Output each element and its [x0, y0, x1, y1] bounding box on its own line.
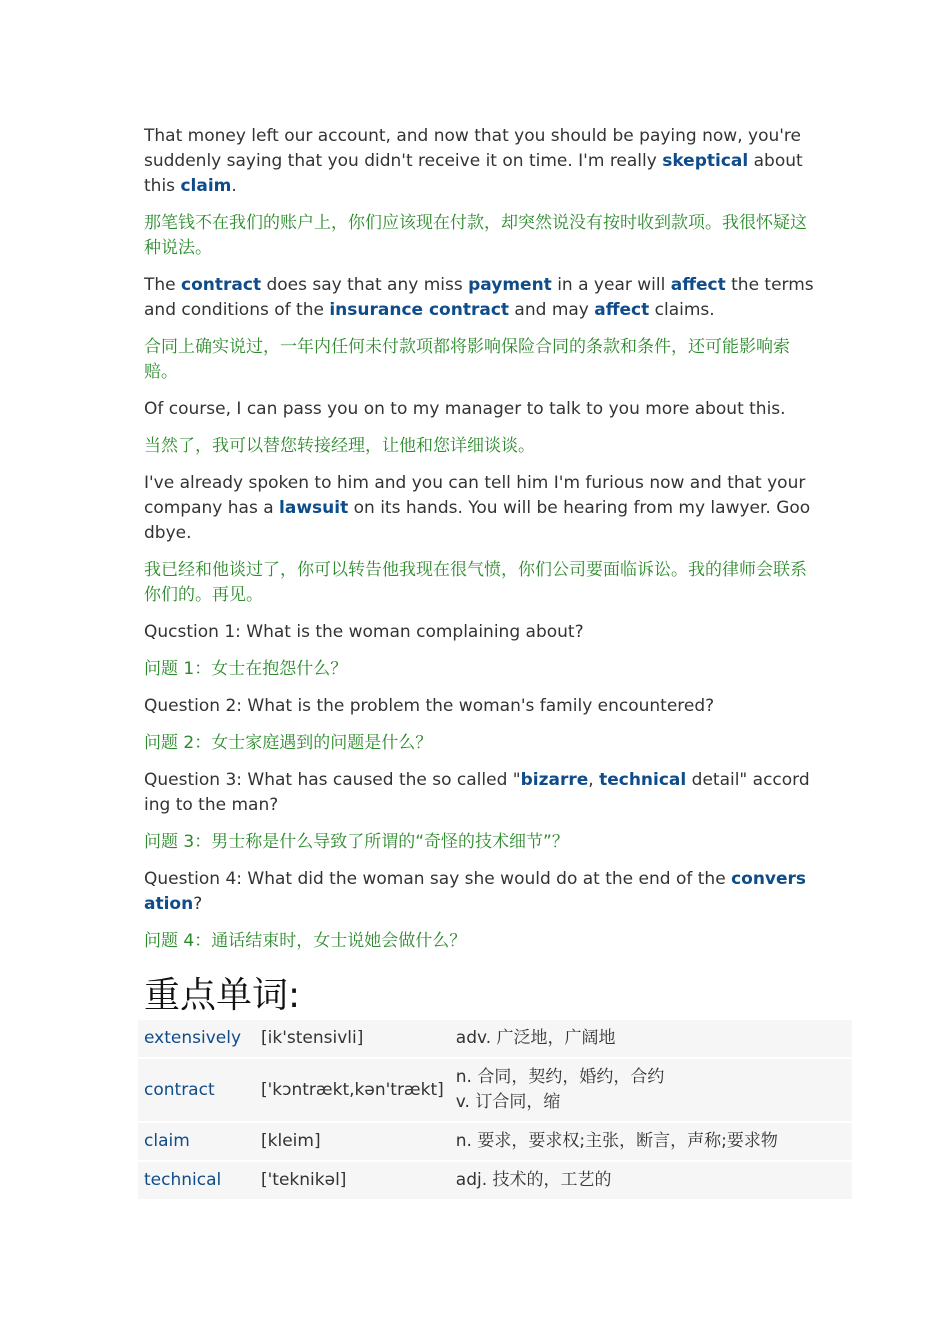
text-run: Question 3: What has caused the so called " — [144, 770, 521, 790]
chinese-translation — [144, 558, 814, 608]
text-run: 问题 3：男士称是什么导致了所谓的“奇怪的技术细节”？ — [144, 832, 569, 852]
vocab-word[interactable]: technical — [138, 1161, 255, 1200]
keyword-link[interactable]: insurance contract — [329, 300, 510, 320]
vocab-phonetic: [ik'stensivli] — [255, 1020, 450, 1058]
english-paragraph — [144, 124, 814, 199]
chinese-translation — [144, 657, 814, 682]
meaning-line: adj. 技术的，工艺的 — [455, 1170, 612, 1190]
chinese-translation — [144, 929, 814, 954]
chinese-translation — [144, 731, 814, 756]
meaning-line: n. 要求，要求权;主张，断言，声称;要求物 — [455, 1131, 778, 1151]
vocab-heading: 重点单词: — [144, 975, 301, 1016]
keyword-link[interactable]: conversation — [144, 869, 807, 914]
text-run: I've already spoken to him and you can tell him I'm furious now and that your company has a — [144, 473, 806, 518]
vocab-meaning — [450, 1020, 852, 1058]
vocab-table — [138, 1020, 852, 1201]
vocab-phonetic: ['teknikəl] — [255, 1161, 450, 1200]
text-run: Qucstion 1: What is the woman complaining about? — [144, 622, 584, 642]
text-run: 问题 2：女士家庭遇到的问题是什么？ — [144, 733, 433, 753]
text-run: That money left our account, and now that you should be paying now, you're suddenly saying that you didn't receive it on time. I'm really — [144, 126, 801, 171]
meaning-line: n. 合同，契约，婚约，合约 — [455, 1067, 665, 1087]
text-run: 那笔钱不在我们的账户上，你们应该现在付款，却突然说没有按时收到款项。我很怀疑这种说法。 — [144, 213, 807, 258]
keyword-link[interactable]: contract — [181, 275, 262, 295]
text-run: 问题 1：女士在抱怨什么？ — [144, 659, 348, 679]
chinese-translation — [144, 434, 814, 459]
vocab-phonetic: [kleim] — [255, 1122, 450, 1161]
keyword-link[interactable]: claim — [180, 176, 232, 196]
vocab-phonetic: ['kɔntrækt,kən'trækt] — [255, 1058, 450, 1122]
text-run: about this — [144, 151, 803, 196]
english-paragraph — [144, 397, 814, 422]
vocab-row — [138, 1020, 852, 1058]
vocab-word[interactable]: claim — [138, 1122, 255, 1161]
text-run: does say that any miss — [261, 275, 469, 295]
text-run: 问题 4：通话结束时，女士说她会做什么？ — [144, 931, 467, 951]
chinese-translation — [144, 211, 814, 261]
vocab-row — [138, 1161, 852, 1200]
keyword-link[interactable]: technical — [599, 770, 687, 790]
vocab-word[interactable]: contract — [138, 1058, 255, 1122]
text-run: Of course, I can pass you on to my manager to talk to you more about this. — [144, 399, 786, 419]
text-run: the terms and conditions of the — [144, 275, 814, 320]
text-run: ? — [193, 894, 203, 914]
text-run: claims. — [649, 300, 715, 320]
english-paragraph — [144, 273, 814, 323]
keyword-link[interactable]: lawsuit — [279, 498, 349, 518]
english-paragraph — [144, 471, 814, 546]
keyword-link[interactable]: bizarre — [520, 770, 589, 790]
english-paragraph — [144, 768, 814, 818]
text-run: and may — [509, 300, 595, 320]
vocab-meaning — [450, 1161, 852, 1200]
keyword-link[interactable]: skeptical — [662, 151, 749, 171]
text-run: , — [588, 770, 600, 790]
text-run: detail" according to the man? — [144, 770, 810, 815]
text-run: The — [144, 275, 182, 295]
text-run: on its hands. You will be hearing from my lawyer. Goodbye. — [144, 498, 811, 543]
english-paragraph — [144, 694, 814, 719]
text-run: . — [231, 176, 237, 196]
text-run: in a year will — [551, 275, 671, 295]
keyword-link[interactable]: affect — [594, 300, 650, 320]
keyword-link[interactable]: payment — [468, 275, 552, 295]
vocab-word[interactable]: extensively — [138, 1020, 255, 1058]
text-run: 当然了，我可以替您转接经理，让他和您详细谈谈。 — [144, 436, 535, 456]
english-paragraph — [144, 620, 814, 645]
vocab-row — [138, 1058, 852, 1122]
text-run: 合同上确实说过，一年内任何未付款项都将影响保险合同的条款和条件，还可能影响索赔。 — [144, 337, 790, 382]
chinese-translation — [144, 335, 814, 385]
dialogue-transcript — [144, 124, 814, 966]
text-run: Question 2: What is the problem the woman's family encountered? — [144, 696, 715, 716]
vocab-meaning — [450, 1058, 852, 1122]
meaning-line: v. 订合同，缩 — [455, 1092, 561, 1112]
vocab-row — [138, 1122, 852, 1161]
english-paragraph — [144, 867, 814, 917]
text-run: Question 4: What did the woman say she would do at the end of the — [144, 869, 732, 889]
chinese-translation — [144, 830, 814, 855]
text-run: 我已经和他谈过了，你可以转告他我现在很气愤，你们公司要面临诉讼。我的律师会联系你们的。再见。 — [144, 560, 807, 605]
vocab-meaning — [450, 1122, 852, 1161]
meaning-line: adv. 广泛地，广阔地 — [455, 1028, 616, 1048]
keyword-link[interactable]: affect — [670, 275, 726, 295]
